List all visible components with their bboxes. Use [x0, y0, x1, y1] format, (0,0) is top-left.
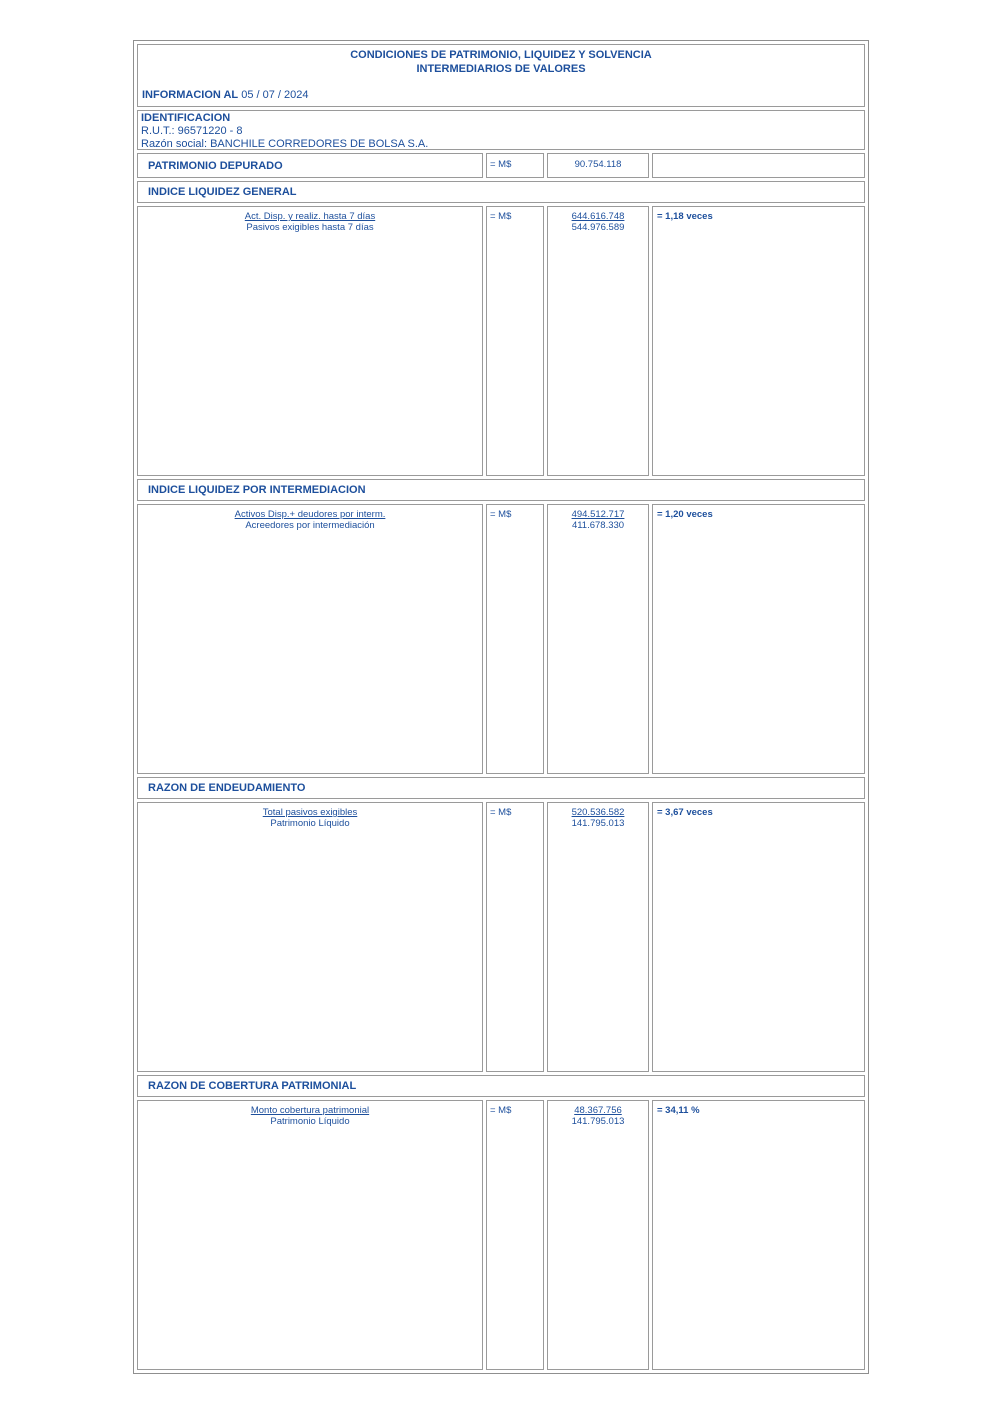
fraction-numerator: Monto cobertura patrimonial	[250, 1105, 370, 1116]
fraction-denominator: Acreedores por intermediación	[245, 520, 375, 531]
patrimonio-depurado-row	[137, 153, 865, 178]
patrimonio-depurado-empty-cell	[652, 153, 865, 178]
section-row-indice-liquidez-general	[137, 206, 865, 476]
section-title-liquidez-intermediacion: INDICE LIQUIDEZ POR INTERMEDIACION	[137, 479, 865, 501]
info-al-label: INFORMACION AL	[142, 89, 239, 101]
result-liquidez-intermediacion: = 1,20 veces	[652, 504, 865, 774]
section-row-razon-endeudamiento	[137, 802, 865, 1072]
section-title-cobertura-patrimonial: RAZON DE COBERTURA PATRIMONIAL	[137, 1075, 865, 1097]
fraction-liquidez-general	[137, 206, 483, 476]
fraction-numerator: Act. Disp. y realiz. hasta 7 días	[244, 211, 376, 222]
section-row-cobertura-patrimonial	[137, 1100, 865, 1370]
denominator-value: 544.976.589	[571, 222, 625, 233]
result-liquidez-general: = 1,18 veces	[652, 206, 865, 476]
unit-label: = M$	[486, 802, 544, 1072]
denominator-value: 141.795.013	[571, 1116, 625, 1127]
unit-label: = M$	[486, 504, 544, 774]
fraction-numerator: Activos Disp.+ deudores por interm.	[234, 509, 386, 520]
patrimonio-depurado-value: 90.754.118	[547, 153, 649, 178]
identification-box	[137, 110, 865, 150]
razon-social-line: Razón social: BANCHILE CORREDORES DE BOLSA S.A.	[141, 138, 429, 150]
patrimonio-depurado-unit: = M$	[486, 153, 544, 178]
fraction-liquidez-intermediacion	[137, 504, 483, 774]
fraction-denominator: Patrimonio Líquido	[270, 818, 350, 829]
report-container	[133, 40, 869, 1374]
numerator-value: 494.512.717	[571, 509, 625, 520]
denominator-value: 141.795.013	[571, 818, 625, 829]
denominator-value: 411.678.330	[571, 520, 625, 531]
identification-title: IDENTIFICACION	[141, 112, 231, 124]
result-cobertura-patrimonial: = 34,11 %	[652, 1100, 865, 1370]
page-subtitle: INTERMEDIARIOS DE VALORES	[416, 63, 586, 75]
fraction-cobertura-patrimonial	[137, 1100, 483, 1370]
info-al-date: 05 / 07 / 2024	[241, 89, 309, 101]
values-razon-endeudamiento	[547, 802, 649, 1072]
section-title-indice-liquidez-general: INDICE LIQUIDEZ GENERAL	[137, 181, 865, 203]
numerator-value: 520.536.582	[571, 807, 625, 818]
unit-label: = M$	[486, 1100, 544, 1370]
rut-line: R.U.T.: 96571220 - 8	[141, 125, 243, 137]
section-row-liquidez-intermediacion	[137, 504, 865, 774]
unit-label: = M$	[486, 206, 544, 476]
values-cobertura-patrimonial	[547, 1100, 649, 1370]
fraction-razon-endeudamiento	[137, 802, 483, 1072]
info-al-line	[142, 89, 860, 102]
header-box	[137, 44, 865, 107]
numerator-value: 48.367.756	[574, 1105, 622, 1116]
section-title-razon-endeudamiento: RAZON DE ENDEUDAMIENTO	[137, 777, 865, 799]
values-liquidez-intermediacion	[547, 504, 649, 774]
patrimonio-depurado-label: PATRIMONIO DEPURADO	[137, 153, 483, 178]
fraction-denominator: Pasivos exigibles hasta 7 días	[246, 222, 374, 233]
values-liquidez-general	[547, 206, 649, 476]
result-razon-endeudamiento: = 3,67 veces	[652, 802, 865, 1072]
fraction-numerator: Total pasivos exigibles	[262, 807, 358, 818]
page-title: CONDICIONES DE PATRIMONIO, LIQUIDEZ Y SOLVENCIA	[350, 49, 652, 61]
numerator-value: 644.616.748	[571, 211, 625, 222]
fraction-denominator: Patrimonio Líquido	[270, 1116, 350, 1127]
